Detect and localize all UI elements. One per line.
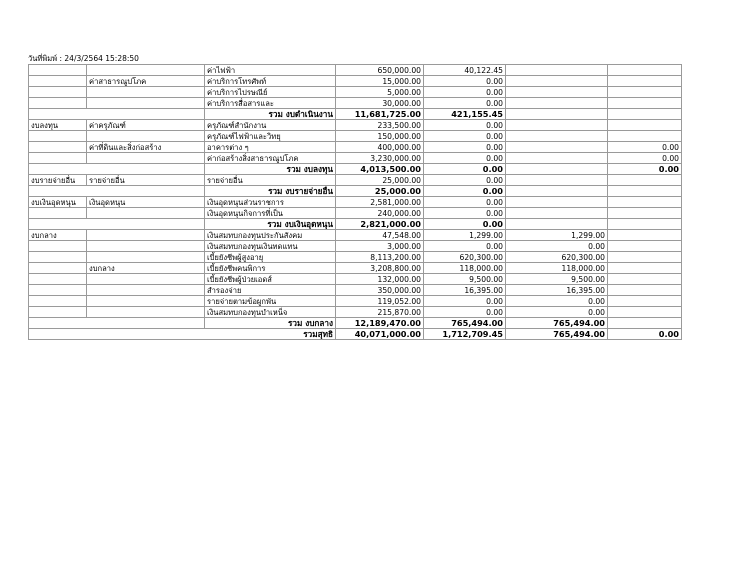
cell-c5: 0.00 [424,186,506,197]
cell-c5: 40,122.45 [424,65,506,76]
cell-c3: เงินสมทบกองทุนประกันสังคม [205,230,336,241]
cell-c7 [608,252,682,263]
cell-label: รวมสุทธิ [29,329,336,340]
cell-c2 [87,274,205,285]
cell-c5: 1,712,709.45 [424,329,506,340]
cell-c4: 350,000.00 [336,285,424,296]
cell-c6 [506,120,608,131]
cell-c1 [29,296,87,307]
cell-c5: 0.00 [424,296,506,307]
cell-c6: 0.00 [506,296,608,307]
cell-c3: รายจ่ายตามข้อผูกพัน [205,296,336,307]
cell-c5: 620,300.00 [424,252,506,263]
cell-c6 [506,98,608,109]
cell-c3: เบี้ยยังชีพผู้สูงอายุ [205,252,336,263]
subtotal-row [29,109,682,120]
table-row [29,142,682,153]
cell-c6: 620,300.00 [506,252,608,263]
cell-c4: 400,000.00 [336,142,424,153]
cell-c5: 0.00 [424,164,506,175]
cell-c7 [608,87,682,98]
cell-c1 [29,87,87,98]
cell-c1: งบรายจ่ายอื่น [29,175,87,186]
cell-c2 [87,131,205,142]
cell-c6 [506,153,608,164]
cell-c7 [608,230,682,241]
table-row [29,241,682,252]
cell-c1: งบกลาง [29,230,87,241]
cell-c5: 0.00 [424,87,506,98]
cell-c5: 0.00 [424,208,506,219]
budget-report-table [28,64,682,340]
cell-c4: 650,000.00 [336,65,424,76]
table-row [29,296,682,307]
cell-c4: 11,681,725.00 [336,109,424,120]
cell-c2 [87,208,205,219]
cell-c5: 0.00 [424,120,506,131]
cell-c5: 0.00 [424,142,506,153]
cell-c4: 4,013,500.00 [336,164,424,175]
cell-c1: งบเงินอุดหนุน [29,197,87,208]
subtotal-row [29,219,682,230]
cell-c6: 118,000.00 [506,263,608,274]
cell-c6 [506,109,608,120]
cell-c4: 40,071,000.00 [336,329,424,340]
cell-c3: ค่าบริการโทรศัพท์ [205,76,336,87]
cell-c7 [608,296,682,307]
cell-c4: 8,113,200.00 [336,252,424,263]
cell-c5: 9,500.00 [424,274,506,285]
cell-c7 [608,120,682,131]
cell-c4: 25,000.00 [336,186,424,197]
print-date: วันที่พิมพ์ : 24/3/2564 15:28:50 [28,54,139,63]
cell-c6: 16,395.00 [506,285,608,296]
cell-c7 [608,109,682,120]
cell-c5: 0.00 [424,131,506,142]
cell-c1 [29,208,87,219]
cell-c1 [29,274,87,285]
cell-c3: รายจ่ายอื่น [205,175,336,186]
cell-c5: 0.00 [424,98,506,109]
cell-c1 [29,76,87,87]
cell-c7 [608,175,682,186]
cell-c7 [608,285,682,296]
cell-c6 [506,142,608,153]
cell-label: รวม งบดำเนินงาน [205,109,336,120]
cell-label: รวม งบเงินอุดหนุน [205,219,336,230]
cell-c7: 0.00 [608,164,682,175]
cell-c3: เบี้ยยังชีพผู้ป่วยเอดส์ [205,274,336,285]
cell-c5: 0.00 [424,153,506,164]
table-row [29,153,682,164]
cell-c4: 5,000.00 [336,87,424,98]
cell-c2 [87,241,205,252]
cell-c7 [608,98,682,109]
cell-c1 [29,142,87,153]
cell-c7 [608,208,682,219]
cell-blank [29,164,205,175]
cell-c4: 30,000.00 [336,98,424,109]
cell-c4: 47,548.00 [336,230,424,241]
cell-c4: 3,230,000.00 [336,153,424,164]
cell-c2 [87,65,205,76]
cell-c2: ค่าสาธารณูปโภค [87,76,205,87]
cell-c2 [87,285,205,296]
subtotal-row [29,186,682,197]
cell-c5: 118,000.00 [424,263,506,274]
cell-c7 [608,219,682,230]
cell-c6 [506,76,608,87]
cell-c5: 0.00 [424,241,506,252]
cell-c6 [506,197,608,208]
cell-c7 [608,274,682,285]
cell-c7 [608,186,682,197]
cell-c2 [87,252,205,263]
cell-c6: 9,500.00 [506,274,608,285]
cell-blank [29,219,205,230]
cell-c1 [29,241,87,252]
cell-c2 [87,307,205,318]
cell-c7 [608,263,682,274]
table-row [29,307,682,318]
cell-c4: 15,000.00 [336,76,424,87]
cell-c7 [608,76,682,87]
cell-c6 [506,87,608,98]
cell-c1 [29,263,87,274]
cell-c3: อาคารต่าง ๆ [205,142,336,153]
cell-c2: ค่าครุภัณฑ์ [87,120,205,131]
cell-c3: เงินอุดหนุนส่วนราชการ [205,197,336,208]
cell-c3: ค่าไฟฟ้า [205,65,336,76]
table-row [29,285,682,296]
cell-c4: 119,052.00 [336,296,424,307]
table-row [29,263,682,274]
table-row [29,208,682,219]
cell-c5: 0.00 [424,307,506,318]
cell-c2: ค่าที่ดินและสิ่งก่อสร้าง [87,142,205,153]
table-row [29,274,682,285]
cell-c2 [87,87,205,98]
cell-c5: 0.00 [424,219,506,230]
table-row [29,252,682,263]
cell-c6 [506,131,608,142]
cell-c4: 2,821,000.00 [336,219,424,230]
cell-c3: ค่าบริการไปรษณีย์ [205,87,336,98]
cell-blank [29,109,205,120]
cell-c7: 0.00 [608,153,682,164]
cell-c1 [29,285,87,296]
grand-total-row [29,329,682,340]
cell-c5: 0.00 [424,197,506,208]
cell-c5: 421,155.45 [424,109,506,120]
cell-label: รวม งบลงทุน [205,164,336,175]
cell-c6 [506,219,608,230]
cell-c6 [506,65,608,76]
cell-c2 [87,230,205,241]
table-row [29,120,682,131]
cell-c6: 0.00 [506,241,608,252]
cell-c4: 12,189,470.00 [336,318,424,329]
cell-c1 [29,131,87,142]
cell-c2 [87,153,205,164]
cell-c7: 0.00 [608,142,682,153]
cell-label: รวม งบกลาง [205,318,336,329]
cell-c4: 240,000.00 [336,208,424,219]
cell-c3: เบี้ยยังชีพคนพิการ [205,263,336,274]
cell-c7 [608,131,682,142]
cell-c6 [506,175,608,186]
table-row [29,131,682,142]
cell-blank [29,318,205,329]
cell-c1 [29,153,87,164]
table-row [29,87,682,98]
cell-c3: ครุภัณฑ์สำนักงาน [205,120,336,131]
cell-c3: เงินสมทบกองทุนบำเหน็จ [205,307,336,318]
cell-c6 [506,186,608,197]
cell-c1 [29,98,87,109]
cell-c4: 2,581,000.00 [336,197,424,208]
cell-c3: สำรองจ่าย [205,285,336,296]
cell-c4: 215,870.00 [336,307,424,318]
cell-c3: เงินสมทบกองทุนเงินทดแทน [205,241,336,252]
cell-c4: 3,208,800.00 [336,263,424,274]
table-row [29,230,682,241]
cell-c4: 233,500.00 [336,120,424,131]
subtotal-row [29,164,682,175]
cell-c5: 0.00 [424,76,506,87]
cell-c5: 0.00 [424,175,506,186]
cell-c1: งบลงทุน [29,120,87,131]
table-row [29,65,682,76]
cell-c7: 0.00 [608,329,682,340]
cell-c7 [608,65,682,76]
cell-c7 [608,197,682,208]
cell-c7 [608,241,682,252]
cell-c6: 1,299.00 [506,230,608,241]
cell-c6: 0.00 [506,307,608,318]
cell-c3: เงินอุดหนุนกิจการที่เป็น [205,208,336,219]
table-row [29,175,682,186]
cell-label: รวม งบรายจ่ายอื่น [205,186,336,197]
cell-c6 [506,164,608,175]
cell-c4: 25,000.00 [336,175,424,186]
cell-c4: 132,000.00 [336,274,424,285]
cell-c3: ค่าก่อสร้างสิ่งสาธารณูปโภค [205,153,336,164]
cell-c4: 150,000.00 [336,131,424,142]
table-row [29,98,682,109]
cell-c3: ครุภัณฑ์ไฟฟ้าและวิทยุ [205,131,336,142]
cell-c3: ค่าบริการสื่อสารและ [205,98,336,109]
cell-blank [29,186,205,197]
table-row [29,76,682,87]
cell-c4: 3,000.00 [336,241,424,252]
cell-c1 [29,252,87,263]
subtotal-row [29,318,682,329]
report-body [29,65,682,340]
cell-c2 [87,98,205,109]
cell-c6: 765,494.00 [506,329,608,340]
cell-c2: งบกลาง [87,263,205,274]
cell-c2: เงินอุดหนุน [87,197,205,208]
cell-c2 [87,296,205,307]
cell-c5: 16,395.00 [424,285,506,296]
cell-c1 [29,307,87,318]
cell-c7 [608,307,682,318]
cell-c1 [29,65,87,76]
cell-c6: 765,494.00 [506,318,608,329]
cell-c7 [608,318,682,329]
cell-c6 [506,208,608,219]
cell-c5: 765,494.00 [424,318,506,329]
cell-c2: รายจ่ายอื่น [87,175,205,186]
table-row [29,197,682,208]
cell-c5: 1,299.00 [424,230,506,241]
